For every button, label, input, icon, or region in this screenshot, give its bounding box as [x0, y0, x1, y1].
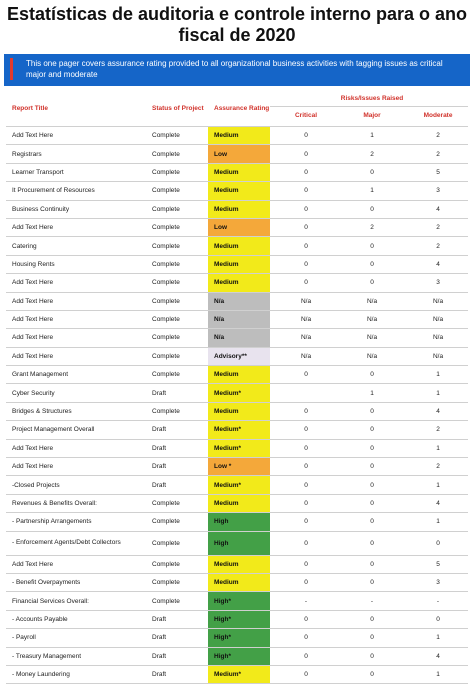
status-cell: Complete [146, 531, 208, 555]
moderate-count-cell: 3 [402, 182, 468, 200]
moderate-count-cell: N/a [402, 310, 468, 328]
report-title-cell: It Procurement of Resources [6, 182, 146, 200]
moderate-count-cell: 0 [402, 610, 468, 628]
moderate-count-cell: 1 [402, 366, 468, 384]
report-title-cell: - Money Laundering [6, 665, 146, 683]
moderate-count-cell: 2 [402, 145, 468, 163]
table-row [6, 145, 468, 163]
banner-text: This one pager covers assurance rating provided to all organizational business activities with tagging issues as critical major and moderate [26, 59, 443, 79]
table-row [6, 647, 468, 665]
assurance-rating-cell: Low [208, 218, 270, 236]
report-title-cell: Revenues & Benefits Overall: [6, 494, 146, 512]
table-row [6, 610, 468, 628]
moderate-count-cell: 5 [402, 555, 468, 573]
critical-count-cell: 0 [270, 421, 336, 439]
table-row [6, 384, 468, 402]
page-title: Estatísticas de auditoria e controle interno para o ano fiscal de 2020 [6, 4, 468, 45]
report-title-cell: - Partnership Arrangements [6, 513, 146, 531]
table-row [6, 476, 468, 494]
report-title-cell: Add Text Here [6, 292, 146, 310]
table-row [6, 494, 468, 512]
status-cell: Draft [146, 458, 208, 476]
report-title-cell: Add Text Here [6, 274, 146, 292]
report-title-cell: Add Text Here [6, 555, 146, 573]
status-cell: Draft [146, 384, 208, 402]
table-row [6, 592, 468, 610]
major-count-cell: 0 [336, 610, 402, 628]
moderate-count-cell: 2 [402, 237, 468, 255]
banner-accent-bar [10, 58, 21, 80]
assurance-rating-cell: High [208, 531, 270, 555]
status-cell: Draft [146, 476, 208, 494]
critical-count-cell: 0 [270, 402, 336, 420]
table-row [6, 182, 468, 200]
status-cell: Draft [146, 610, 208, 628]
critical-count-cell: 0 [270, 366, 336, 384]
critical-count-cell: 0 [270, 200, 336, 218]
major-count-cell: N/a [336, 347, 402, 365]
report-title-cell: Financial Services Overall: [6, 592, 146, 610]
critical-count-cell: N/a [270, 347, 336, 365]
report-title-cell: - Enforcement Agents/Debt Collectors [6, 531, 146, 555]
header-report-title: Report Title [6, 92, 146, 127]
status-cell: Complete [146, 402, 208, 420]
critical-count-cell: 0 [270, 531, 336, 555]
status-cell: Complete [146, 347, 208, 365]
assurance-rating-cell: N/a [208, 329, 270, 347]
table-row [6, 218, 468, 236]
table-row [6, 665, 468, 683]
critical-count-cell: N/a [270, 292, 336, 310]
moderate-count-cell: 1 [402, 384, 468, 402]
critical-count-cell: 0 [270, 494, 336, 512]
major-count-cell: 0 [336, 494, 402, 512]
moderate-count-cell: 1 [402, 439, 468, 457]
moderate-count-cell: 0 [402, 531, 468, 555]
assurance-rating-cell: Advisory** [208, 347, 270, 365]
status-cell: Draft [146, 421, 208, 439]
critical-count-cell: N/a [270, 329, 336, 347]
header-status: Status of Project [146, 92, 208, 127]
status-cell: Complete [146, 592, 208, 610]
summary-banner [4, 54, 470, 86]
major-count-cell: 0 [336, 439, 402, 457]
major-count-cell: 0 [336, 421, 402, 439]
table-row [6, 629, 468, 647]
major-count-cell: 1 [336, 384, 402, 402]
assurance-rating-cell: Low * [208, 458, 270, 476]
major-count-cell: N/a [336, 292, 402, 310]
major-count-cell: N/a [336, 329, 402, 347]
status-cell: Draft [146, 439, 208, 457]
table-row [6, 127, 468, 145]
moderate-count-cell: 1 [402, 476, 468, 494]
report-title-cell: Add Text Here [6, 329, 146, 347]
table-row [6, 531, 468, 555]
header-major: Major [336, 106, 402, 126]
table-row [6, 255, 468, 273]
status-cell: Complete [146, 145, 208, 163]
critical-count-cell [270, 384, 336, 402]
moderate-count-cell: 4 [402, 402, 468, 420]
table-row [6, 513, 468, 531]
moderate-count-cell: 1 [402, 513, 468, 531]
status-cell: Complete [146, 310, 208, 328]
critical-count-cell: 0 [270, 163, 336, 181]
report-title-cell: Add Text Here [6, 458, 146, 476]
assurance-rating-cell: Medium [208, 402, 270, 420]
status-cell: Complete [146, 237, 208, 255]
assurance-rating-cell: High* [208, 629, 270, 647]
assurance-rating-cell: High [208, 513, 270, 531]
critical-count-cell: 0 [270, 513, 336, 531]
moderate-count-cell: 4 [402, 200, 468, 218]
status-cell: Complete [146, 329, 208, 347]
status-cell: Complete [146, 555, 208, 573]
report-title-cell: Add Text Here [6, 218, 146, 236]
status-cell: Complete [146, 292, 208, 310]
header-risks-group: Risks/Issues Raised [270, 92, 468, 106]
assurance-rating-cell: Medium* [208, 476, 270, 494]
major-count-cell: - [336, 592, 402, 610]
major-count-cell: 0 [336, 629, 402, 647]
report-title-cell: Add Text Here [6, 127, 146, 145]
assurance-rating-cell: Medium* [208, 421, 270, 439]
status-cell: Complete [146, 182, 208, 200]
assurance-rating-cell: Medium [208, 182, 270, 200]
table-row [6, 200, 468, 218]
assurance-rating-cell: Medium [208, 494, 270, 512]
report-title-cell: Bridges & Structures [6, 402, 146, 420]
status-cell: Complete [146, 218, 208, 236]
report-title-cell: Catering [6, 237, 146, 255]
status-cell: Draft [146, 647, 208, 665]
major-count-cell: 0 [336, 274, 402, 292]
major-count-cell: 0 [336, 163, 402, 181]
moderate-count-cell: 3 [402, 573, 468, 591]
critical-count-cell: 0 [270, 629, 336, 647]
header-critical: Critical [270, 106, 336, 126]
table-row [6, 366, 468, 384]
table-body [6, 127, 468, 684]
report-title-cell: Registrars [6, 145, 146, 163]
moderate-count-cell: 1 [402, 629, 468, 647]
assurance-rating-cell: Medium [208, 237, 270, 255]
table-row [6, 458, 468, 476]
moderate-count-cell: 2 [402, 218, 468, 236]
major-count-cell: 0 [336, 200, 402, 218]
assurance-rating-cell: N/a [208, 310, 270, 328]
report-title-cell: Project Management Overall [6, 421, 146, 439]
assurance-rating-cell: Medium [208, 127, 270, 145]
report-title-cell: Grant Management [6, 366, 146, 384]
table-row [6, 573, 468, 591]
moderate-count-cell: N/a [402, 329, 468, 347]
critical-count-cell: 0 [270, 665, 336, 683]
audit-statistics-table [6, 92, 468, 684]
assurance-rating-cell: Medium* [208, 665, 270, 683]
major-count-cell: 0 [336, 366, 402, 384]
table-row [6, 402, 468, 420]
major-count-cell: 1 [336, 127, 402, 145]
major-count-cell: 0 [336, 531, 402, 555]
major-count-cell: 0 [336, 476, 402, 494]
major-count-cell: 0 [336, 555, 402, 573]
status-cell: Complete [146, 127, 208, 145]
report-title-cell: - Treasury Management [6, 647, 146, 665]
major-count-cell: 0 [336, 573, 402, 591]
moderate-count-cell: 2 [402, 127, 468, 145]
assurance-rating-cell: Medium* [208, 384, 270, 402]
moderate-count-cell: 2 [402, 421, 468, 439]
table-row [6, 163, 468, 181]
report-title-cell: - Accounts Payable [6, 610, 146, 628]
moderate-count-cell: - [402, 592, 468, 610]
table-row [6, 237, 468, 255]
critical-count-cell: 0 [270, 145, 336, 163]
moderate-count-cell: N/a [402, 347, 468, 365]
moderate-count-cell: 4 [402, 647, 468, 665]
assurance-rating-cell: Medium [208, 200, 270, 218]
report-title-cell: -Closed Projects [6, 476, 146, 494]
critical-count-cell: - [270, 592, 336, 610]
status-cell: Complete [146, 513, 208, 531]
major-count-cell: 0 [336, 665, 402, 683]
report-title-cell: Add Text Here [6, 310, 146, 328]
critical-count-cell: 0 [270, 476, 336, 494]
moderate-count-cell: 5 [402, 163, 468, 181]
report-title-cell: Learner Transport [6, 163, 146, 181]
major-count-cell: 1 [336, 182, 402, 200]
assurance-rating-cell: High* [208, 592, 270, 610]
report-title-cell: Add Text Here [6, 347, 146, 365]
report-title-cell: - Payroll [6, 629, 146, 647]
major-count-cell: 2 [336, 218, 402, 236]
status-cell: Complete [146, 494, 208, 512]
major-count-cell: 0 [336, 458, 402, 476]
report-title-cell: Housing Rents [6, 255, 146, 273]
major-count-cell: 0 [336, 237, 402, 255]
moderate-count-cell: 4 [402, 494, 468, 512]
status-cell: Complete [146, 573, 208, 591]
header-assurance-rating: Assurance Rating [208, 92, 270, 127]
table-row [6, 329, 468, 347]
table-row [6, 555, 468, 573]
assurance-rating-cell: Medium [208, 255, 270, 273]
table-row [6, 421, 468, 439]
header-moderate: Moderate [402, 106, 468, 126]
report-title-cell: Add Text Here [6, 439, 146, 457]
critical-count-cell: 0 [270, 237, 336, 255]
critical-count-cell: 0 [270, 555, 336, 573]
table-row [6, 310, 468, 328]
moderate-count-cell: 3 [402, 274, 468, 292]
status-cell: Complete [146, 255, 208, 273]
report-title-cell: Business Continuity [6, 200, 146, 218]
major-count-cell: 0 [336, 402, 402, 420]
major-count-cell: N/a [336, 310, 402, 328]
status-cell: Draft [146, 665, 208, 683]
status-cell: Draft [146, 629, 208, 647]
critical-count-cell: 0 [270, 458, 336, 476]
major-count-cell: 2 [336, 145, 402, 163]
major-count-cell: 0 [336, 255, 402, 273]
table-row [6, 292, 468, 310]
status-cell: Complete [146, 274, 208, 292]
moderate-count-cell: N/a [402, 292, 468, 310]
assurance-rating-cell: Medium [208, 366, 270, 384]
moderate-count-cell: 2 [402, 458, 468, 476]
assurance-rating-cell: N/a [208, 292, 270, 310]
moderate-count-cell: 1 [402, 665, 468, 683]
report-title-cell: Cyber Security [6, 384, 146, 402]
critical-count-cell: 0 [270, 255, 336, 273]
assurance-rating-cell: High* [208, 610, 270, 628]
major-count-cell: 0 [336, 513, 402, 531]
critical-count-cell: 0 [270, 439, 336, 457]
table-row [6, 439, 468, 457]
critical-count-cell: 0 [270, 274, 336, 292]
critical-count-cell: 0 [270, 127, 336, 145]
table-row [6, 347, 468, 365]
assurance-rating-cell: Medium [208, 555, 270, 573]
assurance-rating-cell: Medium [208, 274, 270, 292]
critical-count-cell: N/a [270, 310, 336, 328]
report-title-cell: - Benefit Overpayments [6, 573, 146, 591]
assurance-rating-cell: High* [208, 647, 270, 665]
assurance-rating-cell: Medium [208, 163, 270, 181]
moderate-count-cell: 4 [402, 255, 468, 273]
assurance-rating-cell: Low [208, 145, 270, 163]
critical-count-cell: 0 [270, 610, 336, 628]
critical-count-cell: 0 [270, 573, 336, 591]
status-cell: Complete [146, 163, 208, 181]
status-cell: Complete [146, 200, 208, 218]
table-row [6, 274, 468, 292]
status-cell: Complete [146, 366, 208, 384]
critical-count-cell: 0 [270, 182, 336, 200]
critical-count-cell: 0 [270, 647, 336, 665]
critical-count-cell: 0 [270, 218, 336, 236]
assurance-rating-cell: Medium* [208, 439, 270, 457]
assurance-rating-cell: Medium [208, 573, 270, 591]
major-count-cell: 0 [336, 647, 402, 665]
